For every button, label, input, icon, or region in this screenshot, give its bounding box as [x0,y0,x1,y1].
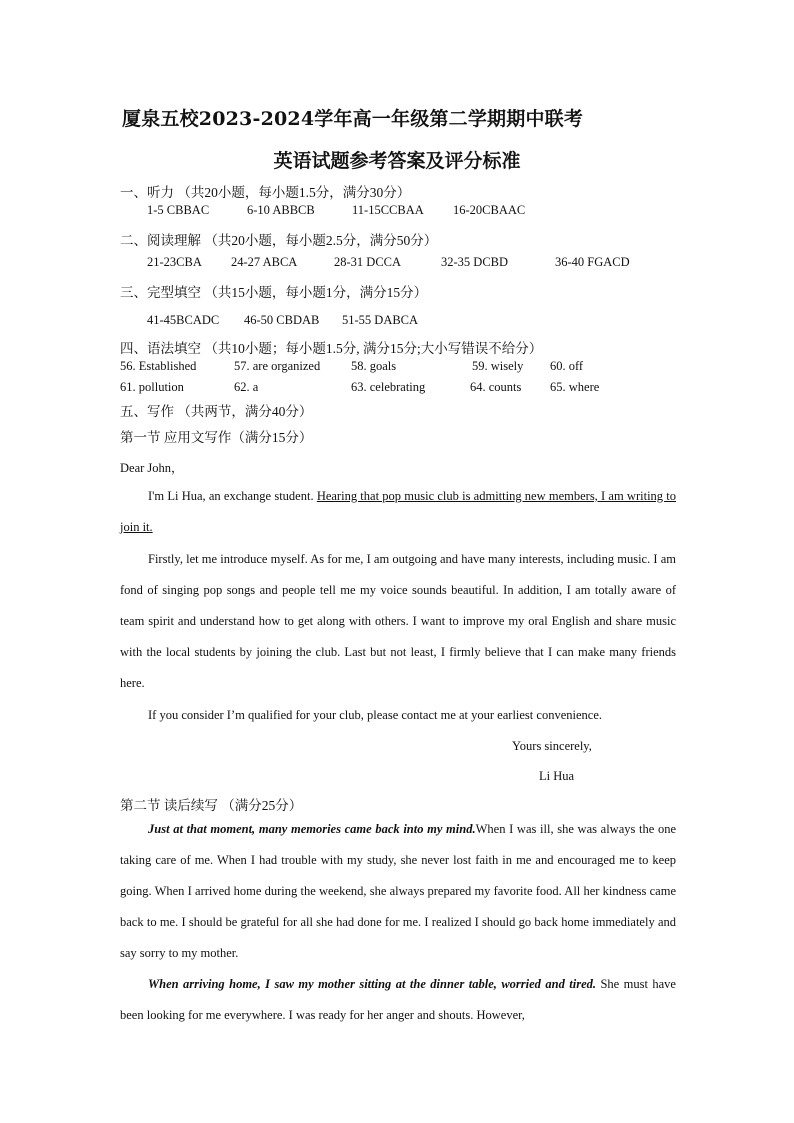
continuation-paragraph-1 [120,814,676,969]
answer-group: 1-5 CBBAC [147,203,210,217]
answer-group: 41-45BCADC [147,313,220,327]
continuation-paragraph-2 [120,969,676,1031]
reading-heading: 二、阅读理解 （共20小题，每小题2.5分，满分50分） [120,233,438,248]
document-subtitle: 英语试题参考答案及评分标准 [273,150,521,172]
answer-item: 63. celebrating [351,380,426,394]
answer-group: 28-31 DCCA [334,255,402,269]
answer-item: 61. pollution [120,380,184,394]
answer-group: 32-35 DCBD [441,255,509,269]
letter-greeting: Dear John， [120,461,184,475]
answer-item: 62. a [234,380,259,394]
answer-group: 21-23CBA [147,255,202,269]
answer-group: 24-27 ABCA [231,255,298,269]
answer-group: 16-20CBAAC [453,203,526,217]
cloze-heading: 三、完型填空 （共15小题，每小题1分，满分15分） [120,285,428,300]
continuation-lead-sentence: Just at that moment, many memories came back into my mind. [148,822,476,836]
letter-signature: Li Hua [539,769,575,783]
letter-closing: Yours sincerely, [512,739,592,753]
document-title: 厦泉五校2023-2024学年高一年级第二学期期中联考 [122,108,584,130]
continuation-lead-sentence: When arriving home, I saw my mother sitting at the dinner table, worried and tired. [148,977,596,991]
answer-item: 58. goals [351,359,397,373]
letter-paragraph-3: If you consider I’m qualified for your club, please contact me at your earliest convenience. [148,708,602,722]
answer-group: 46-50 CBDAB [244,313,320,327]
writing-part1-heading: 第一节 应用文写作（满分15分） [120,430,313,445]
answer-group: 11-15CCBAA [352,203,424,217]
grammar-heading: 四、语法填空 （共10小题；每小题1.5分, 满分15分;大小写错误不给分） [120,341,543,356]
answer-group: 36-40 FGACD [555,255,630,269]
letter-key-sentence: Hearing that pop music club is admitting new members, I am writing to join it. [120,489,676,534]
writing-part2-heading: 第二节 读后续写 （满分25分） [120,798,303,813]
answer-group: 6-10 ABBCB [247,203,315,217]
letter-intro-text: I'm Li Hua, an exchange student. [148,489,317,503]
answer-item: 59. wisely [472,359,524,373]
writing-heading: 五、写作 （共两节，满分40分） [120,404,313,419]
continuation-body-text: She must have been looking for me everywhere. I was ready for her anger and shouts. However, [120,977,676,1022]
answer-item: 65. where [550,380,600,394]
answer-item: 57. are organized [234,359,321,373]
answer-item: 56. Established [120,359,197,373]
letter-paragraph-2: Firstly, let me introduce myself. As for me, I am outgoing and have many interests, including music. I am fond of singing pop songs and people tell me my voice sounds beautiful. In addition, I am totally aware of team spirit and understand how to get along with others. I want to improve my oral English and share music with the local students by joining the club. Last but not least, I firmly believe that I can make many friends here. [120,552,676,690]
listening-heading: 一、听力 （共20小题，每小题1.5分，满分30分） [120,185,411,200]
answer-item: 64. counts [470,380,522,394]
continuation-body-text: When I was ill, she was always the one taking care of me. When I had trouble with my study, she never lost faith in me and encouraged me to keep going. When I arrived home during the weekend, she always prepared my favorite food. All her kindness came back to me. I should be grateful for all she had done for me. I realized I should go back home immediately and say sorry to my mother. [120,822,677,960]
letter-paragraph-1 [120,481,676,543]
answer-group: 51-55 DABCA [342,313,419,327]
answer-item: 60. off [550,359,584,373]
